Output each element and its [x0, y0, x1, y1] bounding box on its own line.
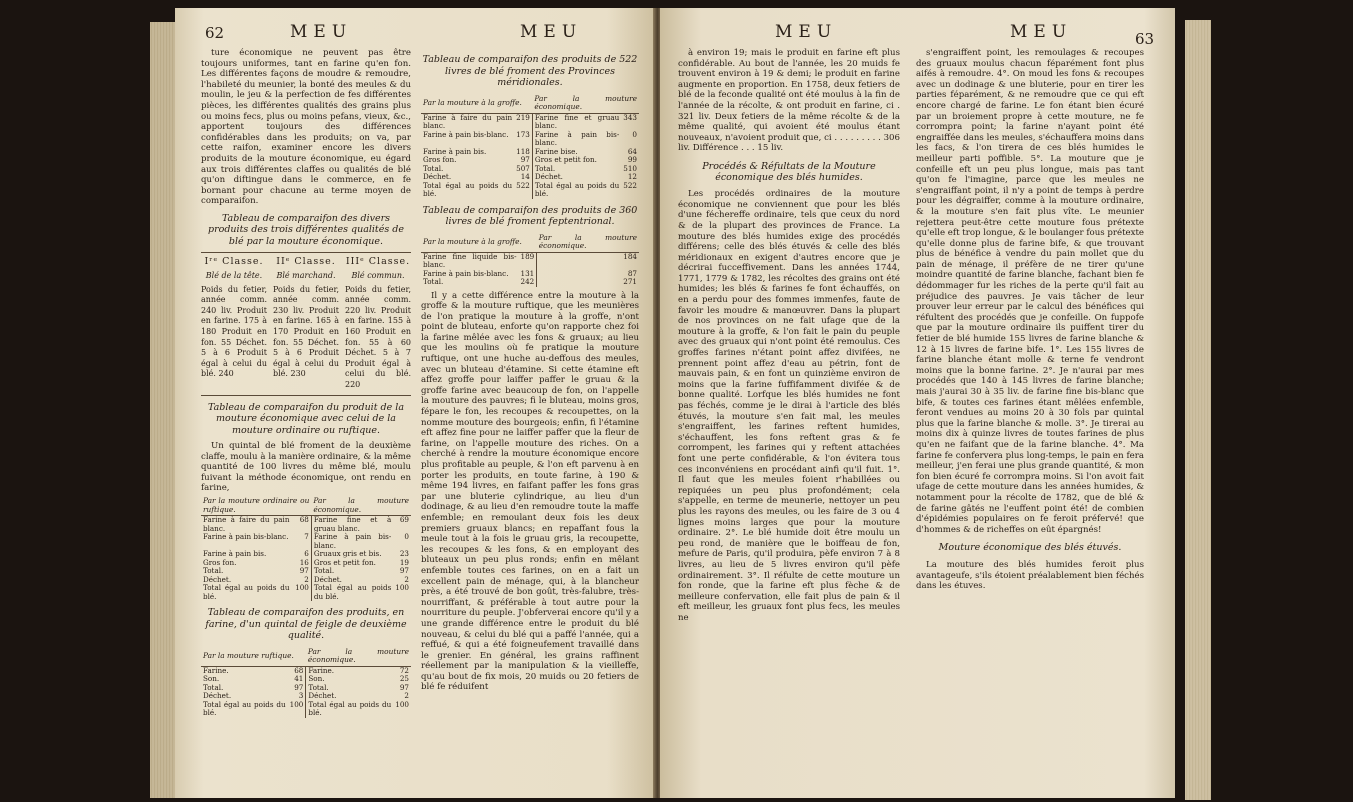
table-value-cell: 2: [404, 574, 409, 584]
table-title: Tableau de comparaifon des produits de 360 livres de blé froment feptentrional.: [422, 204, 638, 227]
class-values: Poids du fetier, année comm. 220 liv. Produit en farine. 155 à 160 Produit en fon. 55 à 60 Déchet. 5 à 7 Produit égal à celui du blé. 220: [345, 284, 411, 389]
table-value-cell: 100: [295, 583, 309, 592]
table-row: [421, 278, 639, 287]
paragraph: Un quintal de blé froment de la deuxième claffe, moulu à la manière ordinaire, & la même quantité de 100 livres du même blé, moulu fuivant la méthode économique, ont rendu en farine,: [201, 441, 411, 494]
table-value-cell: 14: [520, 172, 530, 181]
table-value-cell: 219: [516, 112, 530, 122]
comparison-table: [201, 647, 411, 718]
table-title: Tableau de comparaifon des divers produits des trois différentes qualités de blé par la mouture économique.: [208, 212, 404, 247]
table-row: [421, 165, 639, 174]
table-value-cell: 19: [399, 557, 409, 567]
table-label-cell: Farine à pain bis.: [423, 146, 487, 156]
class-sub: Blé commun.: [351, 271, 405, 280]
table-value-cell: 522: [516, 180, 530, 190]
table-label-cell: Farine à pain bis.: [203, 549, 267, 558]
column-header: Par la mouture économique.: [307, 646, 409, 664]
class-column: [273, 257, 339, 390]
table-label-cell: Total égal au poids du blé.: [306, 701, 393, 718]
running-head: MEU: [290, 22, 353, 42]
divider: [201, 252, 411, 253]
table-label-cell: Total.: [306, 684, 393, 693]
table-value-cell: 16: [299, 557, 309, 567]
column-header: Par la mouture à la groffe.: [421, 233, 537, 253]
table-value-cell: 97: [294, 682, 304, 692]
paragraph: à environ 19; mais le produit en farine eft plus confidérable. Au bout de l'année, les 20 muids fe trouvent environ à 19 & demi; le produit en farine augmente en proportion. En 1758, deux fetiers de blé de la feconde qualité ont été moulus à la fin de l'année de la récolte, & ont produit en farine, ci . 321 liv. Deux fetiers de la même récolte & de la même qualité, qui avoient été moulus étant nouveaux, n'avoient produit que, ci . . . . . . . . . 306 liv. Différence . . . 15 liv.: [678, 48, 900, 154]
running-head: MEU: [520, 22, 583, 42]
table-label-cell: Gros et petit fon.: [311, 559, 393, 568]
paragraph: ture économique ne peuvent pas être toujours uniformes, tant en farine qu'en fon. Les différentes façons de moudre & remoudre, l'habileté du meunier, la bonté des meules & du moulin, le jeu & la perfection de fes différentes pièces, les différentes qualités des grains plus ou moins fecs, plus ou moins pefans, vieux, &c., apportent toujours des différences confidérables dans les produits; on va, par cette raifon, examiner encore les divers produits de la mouture économique, eu égard aux trois différentes claffes ou qualités de blé qu'on diftingue dans le commerce, en fe bornant pour chacune au terme moyen de comparaifon.: [201, 48, 411, 207]
table-label-cell: Total égal au poids du blé.: [203, 699, 286, 717]
table-value-cell: 242: [520, 277, 535, 286]
paragraph: Il y a cette différence entre la mouture à la groffe & la mouture ruftique, que les meunières de l'on pratique la mouture à la groffe, n'ont point de bluteau, enforte qu'on rapporte chez foi la farine mêlée avec les fons & gruaux; au lieu que les moulins où fe pratique la mouture ruftique, ont une huche au-deffous des meules, avec un bluteau d'étamine. Si cette étamine eft affez groffe pour laiffer paffer le gruau & la groffe farine avec beaucoup de fon, on l'appelle la mouture des pauvres; fi le bluteau, moins gros, fépare le fon, les recoupes & recoupettes, on la nomme mouture des bourgeois; enfin, fi l'étamine eft affez fine pour ne laiffer paffer que la fleur de farine, on l'appelle mouture des riches. On a cherché à rendre la mouture économique encore plus profitable au peuple, & l'on eft parvenu à en porter les produits, en toute farine, à 190 & même 194 livres, en faifant paffer les fons gras par une bluterie cylindrique, au lieu d'un dodinage, & au lieu d'en remoudre toute la maffe enfemble; en remoulant deux fois les deux premiers gruaux blancs; en repaffant fous la meule tout à la fois le gruau gris, la recoupette, les recoupes & les fons, & en employant des bluteaux un peu plus ronds; enfin en mêlant enfemble toutes ces farines, on en a fait un excellent pain de ménage, qui, à la blancheur près, a été trouvé de bon goût, très-falubre, très-nourriffant, & préférable à tout autre pour la nourriture du peuple. J'obferverai encore qu'il y a une grande différence entre le produit du blé nouveau, & celui du blé qui a paffé l'année, qui a reffué, & qui a été foigneufement travaillé dans le grenier. En général, les grains raffinent réellement par la manipulation & la vieilleffe, qu'au bout de fix mois, 20 muids ou 20 fetiers de blé fe réduifent: [421, 290, 639, 693]
table-title: Tableau de comparaifon du produit de la mouture économique avec celui de la mouture ordinaire ou ruftique.: [207, 401, 404, 436]
table-value-cell: 0: [404, 532, 409, 541]
table-value-cell: 97: [299, 566, 309, 575]
column-header: Par la mouture ordinaire ou ruftique.: [203, 496, 310, 514]
table-label-cell: Farine à pain bis-blanc.: [423, 129, 509, 139]
table-value-cell: 271: [623, 277, 637, 286]
paragraph: s'engraiffent point, les remoulages & recoupes des gruaux moulus chacun féparément font plus aifés à remoudre. 4°. On moud les fons & recoupes avec un dodinage & une bluterie, pour en tirer les parties féparément, & ne remoudre que ce qui eft encore chargé de farine. Le fon étant bien écuré par un broiement propre à cette mouture, ne fe corrompra point; la farine n'ayant point été engraiffée dans les meules, s'échauffera moins dans les facs, & l'on tirera de ces blés humides le meilleur parti poffible. 5°. La mouture que je confeille eft un peu plus longue, mais pas tant qu'on fe l'imagine, parce que les meules ne s'engraiffant point, il n'y a point de temps à perdre pour les dégraiffer, comme à la mouture ordinaire, & la mouture s'en fait plus vîte. Le meunier rejettera peut-être cette mouture fous prétexte qu'elle eft trop longue, & le boulanger fous prétexte qu'elle donne plus de farine bife, & que trouvant plus de bénéfice à vendre du pain mollet que du pain de ménage, il préfère de ne tirer qu'une moindre quantité de farine blanche, fachant bien fe dédommager fur les riches de la perte qu'il fait au préjudice des pauvres. Je vais tâcher de leur prouver leur erreur par le calcul des bénéfices qui réfultent des procédés que je confeille. On fuppofe que par la mouture ordinaire ils puiffent tirer du fetier de blé humide 155 livres de farine blanche & 12 à 15 livres de farine bife. 1°. Les 155 livres de farine blanche étant molle & terne fe vendront moins que la bonne farine. 2°. Je n'aurai par mes procédés que 140 à 145 livres de farine blanche; mais j'aurai 30 à 35 liv. de farine fine bis-blanc que bife, & toutes ces farines étant mêlées enfemble, feront vendues au moins 20 à 30 fols par quintal plus que la farine blanche & molle. 3°. Je tirerai au moins dix à quinze livres de toutes farines de plus qu'en ne faifant que de la farine blanche. 4°. Ma farine fe confervera plus long-temps, le pain en fera meilleur, j'en ferai une plus grande quantité, & mon fon bien écuré fe corrompra moins. Si l'on avoit fait ufage de cette mouture dans les années humides, & notamment pour la récolte de 1782, que de blé & de farine gâtés ne l'euffent point été! de combien d'épidémies populaires on fe feroit préfervé! que d'hommes & de richeffes on eût épargnés!: [916, 48, 1144, 535]
table-label-cell: Total égal au poids du blé.: [311, 584, 393, 601]
table-value-cell: 173: [516, 129, 530, 139]
class-name: IIIᵉ Classe.: [345, 256, 411, 268]
table-value-cell: 23: [399, 549, 409, 558]
table-value-cell: 2: [304, 574, 309, 584]
class-column: [345, 257, 411, 390]
table-value-cell: 97: [399, 682, 409, 692]
paragraph: La mouture des blés humides feroit plus avantageufe, s'ils étoient préalablement bien féchés dans les étuves.: [916, 559, 1144, 592]
table-row: [421, 182, 639, 199]
table-title: Tableau de comparaifon des produits de 522 livres de blé froment des Provinces méridionales.: [422, 54, 638, 88]
left-column-1: [201, 48, 411, 722]
table-value-cell: 97: [520, 155, 530, 164]
page-number: 62: [205, 24, 225, 42]
column-header: Par la mouture économique.: [313, 496, 409, 514]
table-row: [201, 584, 411, 601]
table-value-cell: 100: [395, 583, 409, 592]
open-book: [175, 8, 1185, 798]
table-label-cell: Déchet.: [203, 691, 232, 700]
left-page: [175, 8, 655, 798]
page-number: 63: [1135, 30, 1155, 48]
page-edges-left: [150, 22, 175, 798]
table-value-cell: 131: [520, 268, 535, 278]
table-value-cell: 6: [304, 549, 309, 558]
table-value-cell: 189: [520, 251, 535, 261]
right-page: [660, 8, 1175, 798]
table-label-cell: Farine à pain bis-blanc.: [311, 533, 393, 550]
table-value-cell: 184: [623, 251, 637, 261]
table-row: [421, 252, 639, 270]
table-label-cell: Total.: [203, 682, 224, 692]
table-label-cell: Total égal au poids du blé.: [203, 583, 290, 601]
table-value-cell: 72: [399, 665, 409, 675]
table-row: [201, 701, 411, 718]
divider: [201, 395, 411, 396]
table-row: [201, 675, 411, 684]
right-column-1: [678, 48, 900, 625]
section-heading: Procédés & Réfultats de la Mouture économique des blés humides.: [702, 160, 876, 183]
table-label-cell: Total égal au poids du blé.: [532, 182, 621, 199]
table-value-cell: 100: [395, 699, 409, 709]
table-value-cell: 97: [399, 566, 409, 575]
table-label-cell: Déchet.: [532, 173, 621, 182]
table-label-cell: Total.: [423, 277, 444, 286]
table-label-cell: Farine.: [306, 666, 393, 675]
table-label-cell: Déchet.: [203, 574, 232, 584]
table-value-cell: 2: [404, 691, 409, 700]
class-values: Poids du fetier, année comm. 240 liv. Produit en farine. 175 à 180 Produit en fon. 55 Déchet. 5 à 6 Produit égal à celui du blé. 240: [201, 284, 267, 379]
table-label-cell: Total.: [423, 163, 444, 173]
table-value-cell: 0: [632, 129, 637, 139]
table-label-cell: Son.: [203, 674, 220, 683]
table-label-cell: Total.: [532, 165, 621, 174]
table-label-cell: Farine à pain bis-blanc.: [203, 532, 289, 541]
class-values: Poids du fetier, année comm. 230 liv. Produit en farine. 165 à 170 Produit en fon. 55 Déchet. 5 à 6 Produit égal à celui du blé. 230: [273, 284, 339, 379]
table-row: [201, 684, 411, 693]
table-label-cell: [537, 270, 558, 279]
table-row: [201, 666, 411, 675]
table-value-cell: 64: [627, 146, 637, 156]
class-sub: Blé marchand.: [276, 271, 336, 280]
table-row: [421, 113, 639, 131]
table-label-cell: [537, 278, 558, 287]
table-title: Tableau de comparaifon des produits, en farine, d'un quintal de feigle de deuxième qualité.: [205, 607, 407, 641]
table-label-cell: Farine à faire du pain blanc.: [423, 112, 513, 130]
table-value-cell: 522: [623, 180, 637, 190]
table-row: [421, 131, 639, 148]
table-label-cell: Farine à pain bis-blanc.: [532, 131, 621, 148]
table-value-cell: 68: [294, 665, 304, 675]
table-value-cell: 118: [516, 146, 530, 156]
running-head: MEU: [1010, 22, 1073, 42]
table-label-cell: Gros fon.: [423, 155, 457, 164]
table-row: [201, 533, 411, 550]
table-label-cell: Farine à pain bis-blanc.: [423, 268, 509, 278]
table-value-cell: 100: [289, 699, 304, 709]
table-label-cell: Déchet.: [423, 172, 452, 181]
table-label-cell: Farine bise.: [532, 148, 621, 157]
table-label-cell: Farine à faire du pain blanc.: [203, 515, 290, 533]
paragraph: Les procédés ordinaires de la mouture économique ne conviennent que pour les blés d'une féchereffe ordinaire, tels que ceux du nord & de la plupart des provinces de France. La mouture des blés humides exige des procédés différens; celle des blés étuvés & celle des blés méridionaux en exigent d'autres encore que je décrirai fucceffivement. Dans les années 1744, 1771, 1779 & 1782, les récoltes des grains ont été humides; les blés & farines fe font échauffés, on en a perdu pour des fommes immenfes, faute de favoir les moudre & manœuvrer. Dans la plupart de nos provinces on ne fait ufage que de la mouture à la groffe, & l'on fait le pain du peuple avec des gruaux qui n'ont point été remoulus. Ces groffes farines n'étant point affez divifées, ne prennent point affez d'eau au pétrin, font de mauvais pain, & en font un quinzième environ de moins que la farine fuffifamment divifée & de bonne qualité. Lorfque les blés humides ne font pas féchés, comme je le dirai à l'article des blés étuvés, la mouture s'en fait mal, les meules s'engraiffent, les farines reftent humides, s'échauffent, les fons reftent gras & fe corrompent, les farines qui y reftent attachées font une perte confidérable, & l'on évitera tous ces inconvéniens en procédant ainfi qu'il fuit. 1°. Il faut que les meules foient r'habillées ou repiquées un peu plus profondément; cela s'appelle, en terme de meunerie, nettoyer un peu plus les rayons des meules, ou les faire de 3 ou 4 lignes moins larges que pour la mouture ordinaire. 2°. Le blé humide doit être moulu un peu rond, de manière que le boiffeau de fon, mefure de Paris, qu'il produira, pèfe environ 7 à 8 livres, au lieu de 5 livres environ qu'il pèfe ordinairement. 3°. Il réfulte de cette mouture un fon ronde, que la farine eft plus fèche & de meilleure confervation, elle fait plus de pain & il eft meilleur, les gruaux font plus fecs, les meules ne: [678, 189, 900, 623]
comparison-table: [421, 94, 639, 199]
column-header: Par la mouture ruftique.: [201, 647, 306, 667]
classes-table: [201, 257, 411, 390]
table-value-cell: 7: [304, 532, 309, 541]
table-label-cell: Déchet.: [311, 576, 393, 585]
table-row: [201, 516, 411, 534]
table-label-cell: Farine fine liquide bis-blanc.: [423, 251, 517, 269]
column-header: Par la mouture économique.: [534, 93, 637, 111]
table-label-cell: [537, 252, 558, 270]
table-label-cell: Déchet.: [306, 692, 393, 701]
left-column-2: [421, 48, 639, 695]
comparison-table: [201, 496, 411, 601]
column-header: Par la mouture économique.: [538, 232, 637, 250]
running-head: MEU: [775, 22, 838, 42]
table-value-cell: 343: [623, 112, 637, 122]
table-label-cell: Total égal au poids du blé.: [423, 180, 513, 198]
table-label-cell: Total.: [203, 566, 224, 575]
page-edges-right: [1185, 20, 1211, 800]
table-value-cell: 510: [623, 163, 637, 173]
table-label-cell: Farine.: [203, 665, 229, 675]
right-column-2: [916, 48, 1144, 594]
table-value-cell: 12: [627, 172, 637, 181]
table-value-cell: 69: [399, 515, 409, 524]
table-label-cell: Son.: [306, 675, 393, 684]
table-value-cell: 41: [294, 674, 304, 683]
table-row: [421, 156, 639, 165]
class-column: [201, 257, 267, 390]
table-label-cell: Gros fon.: [203, 557, 237, 567]
table-label-cell: Farine fine et à gruau blanc.: [311, 516, 393, 534]
class-sub: Blé de la tête.: [205, 271, 263, 280]
table-value-cell: 87: [627, 268, 637, 278]
comparison-table: [421, 233, 639, 287]
table-label-cell: Gruaux gris et bis.: [311, 550, 393, 559]
class-name: Iʳᵉ Classe.: [204, 256, 264, 268]
table-label-cell: Total.: [311, 567, 393, 576]
table-value-cell: 99: [627, 155, 637, 164]
table-label-cell: Gros et petit fon.: [532, 156, 621, 165]
column-header: Par la mouture à la groffe.: [421, 94, 532, 114]
table-value-cell: 507: [516, 163, 530, 173]
section-heading: Mouture économique des blés étuvés.: [938, 542, 1122, 554]
table-value-cell: 25: [399, 674, 409, 683]
table-value-cell: 68: [299, 515, 309, 524]
table-label-cell: Farine fine et gruau blanc.: [532, 113, 621, 131]
table-value-cell: 3: [298, 691, 304, 700]
class-name: IIᵉ Classe.: [276, 256, 336, 268]
